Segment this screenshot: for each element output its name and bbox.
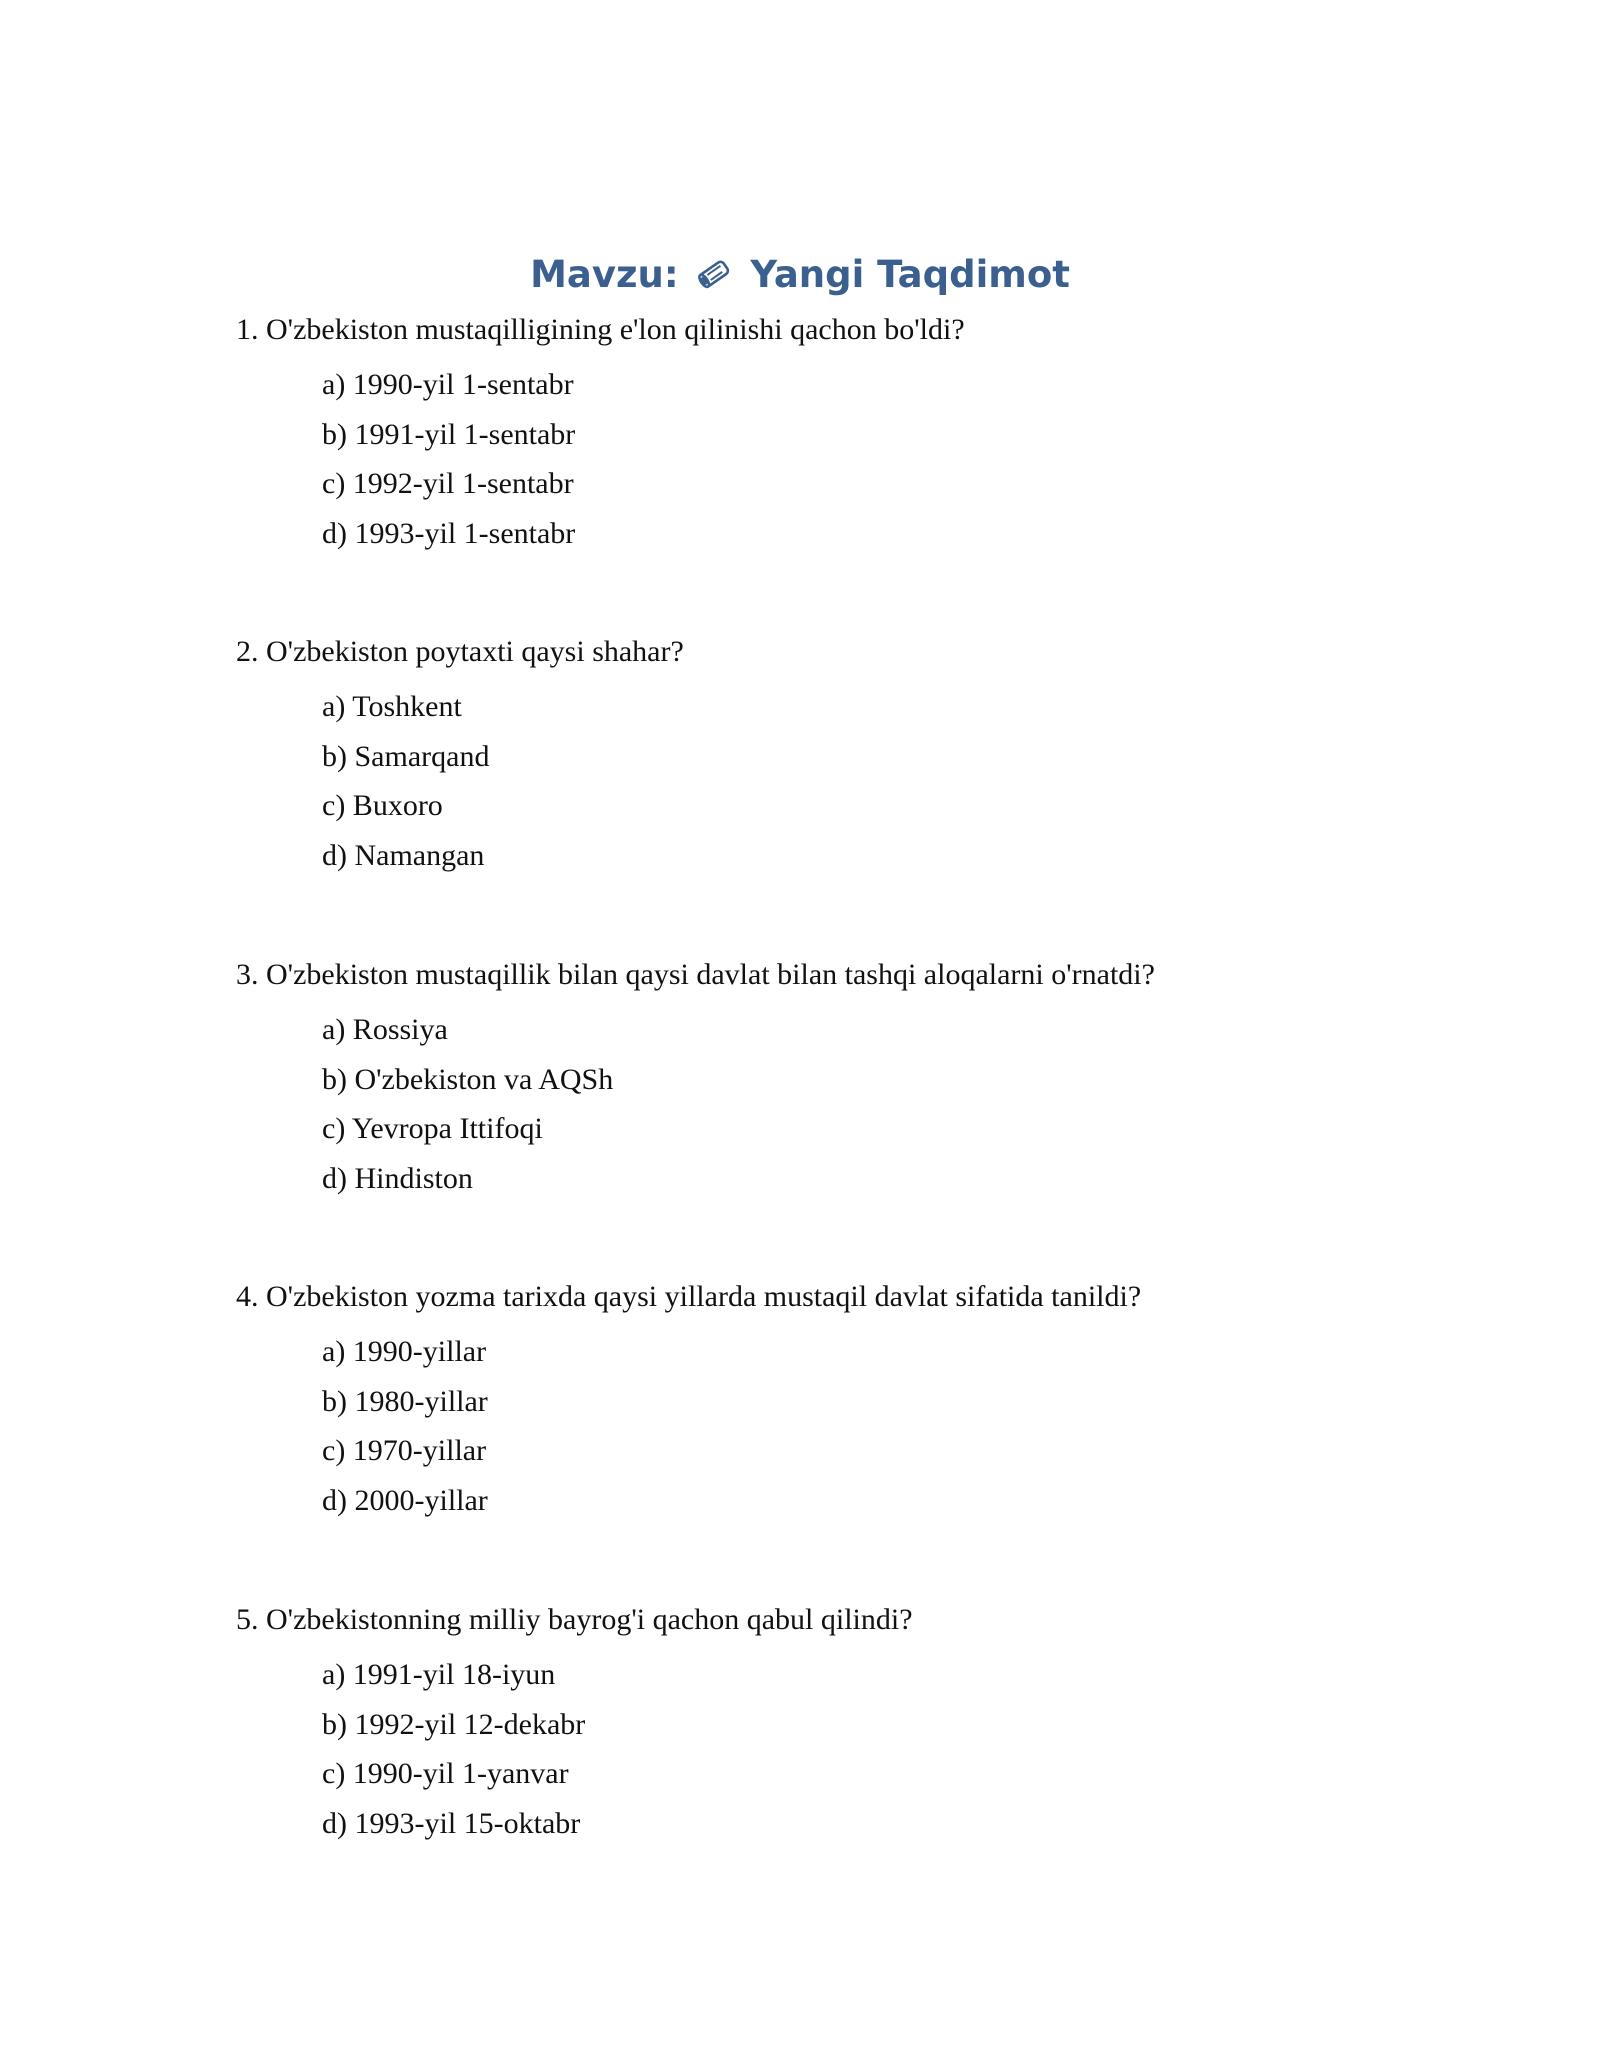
option-b: b) O'zbekiston va AQSh	[322, 1062, 614, 1096]
question-text: 4. O'zbekiston yozma tarixda qaysi yillarda mustaqil davlat sifatida tanildi?	[236, 1280, 1142, 1313]
option-d: d) 1993-yil 1-sentabr	[322, 516, 576, 550]
option-a: a) Toshkent	[322, 690, 462, 723]
question-text: 5. O'zbekistonning milliy bayrog'i qachon qabul qilindi?	[236, 1603, 913, 1636]
question-text: 2. O'zbekiston poytaxti qaysi shahar?	[236, 635, 684, 668]
answer-options	[322, 1332, 1436, 1530]
question-2	[236, 632, 1436, 885]
option-c: c) 1990-yil 1-yanvar	[322, 1757, 569, 1790]
option-c: c) Buxoro	[322, 789, 443, 822]
option-b: b) 1992-yil 12-dekabr	[322, 1707, 586, 1741]
option-b: b) 1991-yil 1-sentabr	[322, 417, 576, 451]
answer-options	[322, 687, 1436, 885]
answer-options	[322, 365, 1436, 563]
title-text: Yangi Taqdimot	[750, 253, 1070, 296]
answer-options	[322, 1655, 1436, 1853]
question-text: 3. O'zbekiston mustaqillik bilan qaysi davlat bilan tashqi aloqalarni o'rnatdi?	[236, 958, 1155, 991]
question-3	[236, 955, 1436, 1208]
option-d: d) Namangan	[322, 838, 485, 872]
option-a: a) Rossiya	[322, 1013, 448, 1046]
option-b: b) Samarqand	[322, 739, 490, 773]
option-c: c) Yevropa Ittifoqi	[322, 1112, 543, 1145]
question-5	[236, 1600, 1436, 1853]
answer-options	[322, 1010, 1436, 1208]
option-a: a) 1990-yillar	[322, 1335, 487, 1368]
option-a: a) 1990-yil 1-sentabr	[322, 368, 574, 401]
page-title	[0, 250, 1600, 304]
question-4	[236, 1277, 1436, 1530]
option-c: c) 1992-yil 1-sentabr	[322, 467, 574, 500]
question-1	[236, 310, 1436, 563]
option-c: c) 1970-yillar	[322, 1434, 487, 1467]
option-d: d) 2000-yillar	[322, 1483, 488, 1517]
title-prefix: Mavzu:	[530, 253, 679, 296]
option-b: b) 1980-yillar	[322, 1384, 488, 1418]
option-a: a) 1991-yil 18-iyun	[322, 1658, 556, 1691]
question-text: 1. O'zbekiston mustaqilligining e'lon qilinishi qachon bo'ldi?	[236, 313, 965, 346]
option-d: d) 1993-yil 15-oktabr	[322, 1806, 581, 1840]
rolled-paper-icon	[694, 254, 734, 304]
option-d: d) Hindiston	[322, 1161, 473, 1195]
